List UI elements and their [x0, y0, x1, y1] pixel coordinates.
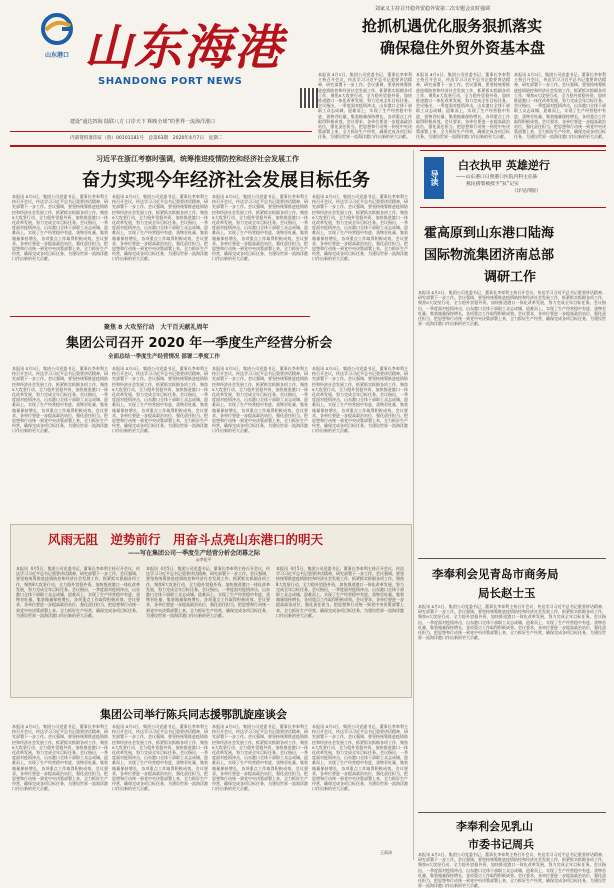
lead-body-1: 本报讯 4月5日，集团公司党委书记、董事长李奉利主持召开会议，传达学习习近平总书记重要讲话精神，研究部署下一步工作。会议强调，要坚持统筹推进疫情防控和经济社会发展工作，抓紧抓实抓细各项工作，聚焦8大攻坚行动，全力稳外贸稳外资，加快推进港口一体化改革发展，努力完成全年目标任务。会议指出，一季度面对疫情冲击，山东港口全体干部职工众志成城、迎难而上，实现了生产经营稳中有进，货物吞吐量、集装箱量保持增长，各项重点工作取得积极成效。会议要求，各单位要进一步提高政治站位，强化责任担当，把思想和行动统一到党中央决策部署上来，全力抓好生产经营，确保完成各项目标任务，为建设世界一流海洋港口作出新的更大贡献。 [12, 194, 108, 262]
commentary-sub: ——写在集团公司一季度生产经营分析会闭幕之际 [128, 550, 261, 557]
analysis-body-1: 本报讯 4月5日，集团公司党委书记、董事长李奉利主持召开会议，传达学习习近平总书记重要讲话精神，研究部署下一步工作。会议强调，要坚持统筹推进疫情防控和经济社会发展工作，抓紧抓实抓细各项工作，聚焦8大攻坚行动，全力稳外贸稳外资，加快推进港口一体化改革发展，努力完成全年目标任务。会议指出，一季度面对疫情冲击，山东港口全体干部职工众志成城、迎难而上，实现了生产经营稳中有进，货物吞吐量、集装箱量保持增长，各项重点工作取得积极成效。会议要求，各单位要进一步提高政治站位，强化责任担当，把思想和行动统一到党中央决策部署上来，全力抓好生产经营，确保完成各项目标任务，为建设世界一流海洋港口作出新的更大贡献。 [12, 366, 108, 434]
guide-page: （详见四版） [512, 189, 541, 194]
forum-headline: 集团公司举行陈兵同志援鄂凯旋座谈会 [100, 708, 287, 721]
lead-body-4: 本报讯 4月5日，集团公司党委书记、董事长李奉利主持召开会议，传达学习习近平总书记重要讲话精神，研究部署下一步工作。会议强调，要坚持统筹推进疫情防控和经济社会发展工作，抓紧抓实抓细各项工作，聚焦8大攻坚行动，全力稳外贸稳外资，加快推进港口一体化改革发展，努力完成全年目标任务。会议指出，一季度面对疫情冲击，山东港口全体干部职工众志成城、迎难而上，实现了生产经营稳中有进，货物吞吐量、集装箱量保持增长，各项重点工作取得积极成效。会议要求，各单位要进一步提高政治站位，强化责任担当，把思想和行动统一到党中央决策部署上来，全力抓好生产经营，确保完成各项目标任务，为建设世界一流海洋港口作出新的更大贡献。 [312, 194, 408, 262]
top-headline-2: 确保稳住外贸外资基本盘 [380, 39, 546, 57]
top-headline-1: 抢抓机遇优化服务狠抓落实 [362, 17, 543, 35]
guide-desc-2: 燕民援鄂被授予“抗”记实 [466, 182, 519, 187]
right-story-1-body: 本报讯 4月5日，集团公司党委书记、董事长李奉利主持召开会议，传达学习习近平总书记重要讲话精神，研究部署下一步工作。会议强调，要坚持统筹推进疫情防控和经济社会发展工作，抓紧抓实抓细各项工作，聚焦8大攻坚行动，全力稳外贸稳外资，加快推进港口一体化改革发展，努力完成全年目标任务。会议指出，一季度面对疫情冲击，山东港口全体干部职工众志成城、迎难而上，实现了生产经营稳中有进，货物吞吐量、集装箱量保持增长，各项重点工作取得积极成效。会议要求，各单位要进一步提高政治站位，强化责任担当，把思想和行动统一到党中央决策部署上来，全力抓好生产经营，确保完成各项目标任务，为建设世界一流海洋港口作出新的更大贡献。 [418, 290, 606, 327]
lead-headline: 奋力实现今年经济社会发展目标任务 [82, 170, 370, 191]
forum-body-3: 本报讯 4月5日，集团公司党委书记、董事长李奉利主持召开会议，传达学习习近平总书记重要讲话精神，研究部署下一步工作。会议强调，要坚持统筹推进疫情防控和经济社会发展工作，抓紧抓实抓细各项工作，聚焦8大攻坚行动，全力稳外贸稳外资，加快推进港口一体化改革发展，努力完成全年目标任务。会议指出，一季度面对疫情冲击，山东港口全体干部职工众志成城、迎难而上，实现了生产经营稳中有进，货物吞吐量、集装箱量保持增长，各项重点工作取得积极成效。会议要求，各单位要进一步提高政治站位，强化责任担当，把思想和行动统一到党中央决策部署上来，全力抓好生产经营，确保完成各项目标任务，为建设世界一流海洋港口作出新的更大贡献。 [212, 724, 308, 792]
analysis-sub: 全面总结一季度生产经营情况 部署二季度工作 [108, 354, 220, 360]
right-story-2-body: 本报讯 4月5日，集团公司党委书记、董事长李奉利主持召开会议，传达学习习近平总书记重要讲话精神，研究部署下一步工作。会议强调，要坚持统筹推进疫情防控和经济社会发展工作，抓紧抓实抓细各项工作，聚焦8大攻坚行动，全力稳外贸稳外资，加快推进港口一体化改革发展，努力完成全年目标任务。会议指出，一季度面对疫情冲击，山东港口全体干部职工众志成城、迎难而上，实现了生产经营稳中有进，货物吞吐量、集装箱量保持增长，各项重点工作取得积极成效。会议要求，各单位要进一步提高政治站位，强化责任担当，把思想和行动统一到党中央决策部署上来，全力抓好生产经营，确保完成各项目标任务，为建设世界一流海洋港口作出新的更大贡献。 [418, 604, 606, 641]
paper-title: 山东海港 [84, 20, 285, 76]
masthead-rule-top [10, 131, 312, 132]
commentary-body-1: 本报讯 4月5日，集团公司党委书记、董事长李奉利主持召开会议，传达学习习近平总书记重要讲话精神，研究部署下一步工作。会议强调，要坚持统筹推进疫情防控和经济社会发展工作，抓紧抓实抓细各项工作，聚焦8大攻坚行动，全力稳外贸稳外资，加快推进港口一体化改革发展，努力完成全年目标任务。会议指出，一季度面对疫情冲击，山东港口全体干部职工众志成城、迎难而上，实现了生产经营稳中有进，货物吞吐量、集装箱量保持增长，各项重点工作取得积极成效。会议要求，各单位要进一步提高政治站位，强化责任担当，把思想和行动统一到党中央决策部署上来，全力抓好生产经营，确保完成各项目标任务，为建设世界一流海洋港口作出新的更大贡献。 [16, 566, 140, 618]
lead-body-2: 本报讯 4月5日，集团公司党委书记、董事长李奉利主持召开会议，传达学习习近平总书记重要讲话精神，研究部署下一步工作。会议强调，要坚持统筹推进疫情防控和经济社会发展工作，抓紧抓实抓细各项工作，聚焦8大攻坚行动，全力稳外贸稳外资，加快推进港口一体化改革发展，努力完成全年目标任务。会议指出，一季度面对疫情冲击，山东港口全体干部职工众志成城、迎难而上，实现了生产经营稳中有进，货物吞吐量、集装箱量保持增长，各项重点工作取得积极成效。会议要求，各单位要进一步提高政治站位，强化责任担当，把思想和行动统一到党中央决策部署上来，全力抓好生产经营，确保完成各项目标任务，为建设世界一流海洋港口作出新的更大贡献。 [112, 194, 208, 262]
forum-body-2: 本报讯 4月5日，集团公司党委书记、董事长李奉利主持召开会议，传达学习习近平总书记重要讲话精神，研究部署下一步工作。会议强调，要坚持统筹推进疫情防控和经济社会发展工作，抓紧抓实抓细各项工作，聚焦8大攻坚行动，全力稳外贸稳外资，加快推进港口一体化改革发展，努力完成全年目标任务。会议指出，一季度面对疫情冲击，山东港口全体干部职工众志成城、迎难而上，实现了生产经营稳中有进，货物吞吐量、集装箱量保持增长，各项重点工作取得积极成效。会议要求，各单位要进一步提高政治站位，强化责任担当，把思想和行动统一到党中央决策部署上来，全力抓好生产经营，确保完成各项目标任务，为建设世界一流海洋港口作出新的更大贡献。 [112, 724, 208, 792]
issue-info: 内部资料准印证（鲁）00101181号 总第63期 2020年4月7日 星期二 [70, 136, 223, 141]
right-story-1-headline-3: 调研工作 [484, 270, 537, 285]
column-divider [413, 150, 414, 860]
lead-kicker: 习近平在浙江考察时强调，统筹推进疫情防控和经济社会发展工作 [96, 155, 299, 163]
forum-body-1: 本报讯 4月5日，集团公司党委书记、董事长李奉利主持召开会议，传达学习习近平总书记重要讲话精神，研究部署下一步工作。会议强调，要坚持统筹推进疫情防控和经济社会发展工作，抓紧抓实抓细各项工作，聚焦8大攻坚行动，全力稳外贸稳外资，加快推进港口一体化改革发展，努力完成全年目标任务。会议指出，一季度面对疫情冲击，山东港口全体干部职工众志成城、迎难而上，实现了生产经营稳中有进，货物吞吐量、集装箱量保持增长，各项重点工作取得积极成效。会议要求，各单位要进一步提高政治站位，强化责任担当，把思想和行动统一到党中央决策部署上来，全力抓好生产经营，确保完成各项目标任务，为建设世界一流海洋港口作出新的更大贡献。 [12, 724, 108, 792]
commentary-headline: 风雨无阻 逆势前行 用奋斗点亮山东港口的明天 [48, 532, 324, 547]
right-story-3-body: 本报讯 4月5日，集团公司党委书记、董事长李奉利主持召开会议，传达学习习近平总书记重要讲话精神，研究部署下一步工作。会议强调，要坚持统筹推进疫情防控和经济社会发展工作，抓紧抓实抓细各项工作，聚焦8大攻坚行动，全力稳外贸稳外资，加快推进港口一体化改革发展，努力完成全年目标任务。会议指出，一季度面对疫情冲击，山东港口全体干部职工众志成城、迎难而上，实现了生产经营稳中有进，货物吞吐量、集装箱量保持增长，各项重点工作取得积极成效。会议要求，各单位要进一步提高政治站位，强化责任担当，把思想和行动统一到党中央决策部署上来，全力抓好生产经营，确保完成各项目标任务，为建设世界一流海洋港口作出新的更大贡献。 [418, 852, 606, 888]
guide-box [420, 150, 606, 208]
port-logo-icon [38, 12, 76, 46]
commentary-body-2: 本报讯 4月5日，集团公司党委书记、董事长李奉利主持召开会议，传达学习习近平总书记重要讲话精神，研究部署下一步工作。会议强调，要坚持统筹推进疫情防控和经济社会发展工作，抓紧抓实抓细各项工作，聚焦8大攻坚行动，全力稳外贸稳外资，加快推进港口一体化改革发展，努力完成全年目标任务。会议指出，一季度面对疫情冲击，山东港口全体干部职工众志成城、迎难而上，实现了生产经营稳中有进，货物吞吐量、集装箱量保持增长，各项重点工作取得积极成效。会议要求，各单位要进一步提高政治站位，强化责任担当，把思想和行动统一到党中央决策部署上来，全力抓好生产经营，确保完成各项目标任务，为建设世界一流海洋港口作出新的更大贡献。 [146, 566, 270, 618]
top-story-body-2: 本报讯 4月5日，集团公司党委书记、董事长李奉利主持召开会议，传达学习习近平总书记重要讲话精神，研究部署下一步工作。会议强调，要坚持统筹推进疫情防控和经济社会发展工作，抓紧抓实抓细各项工作，聚焦8大攻坚行动，全力稳外贸稳外资，加快推进港口一体化改革发展，努力完成全年目标任务。会议指出，一季度面对疫情冲击，山东港口全体干部职工众志成城、迎难而上，实现了生产经营稳中有进，货物吞吐量、集装箱量保持增长，各项重点工作取得积极成效。会议要求，各单位要进一步提高政治站位，强化责任担当，把思想和行动统一到党中央决策部署上来，全力抓好生产经营，确保完成各项目标任务，为建设世界一流海洋港口作出新的更大贡献。 [416, 72, 510, 140]
top-story-body-1: 本报讯 4月5日，集团公司党委书记、董事长李奉利主持召开会议，传达学习习近平总书记重要讲话精神，研究部署下一步工作。会议强调，要坚持统筹推进疫情防控和经济社会发展工作，抓紧抓实抓细各项工作，聚焦8大攻坚行动，全力稳外贸稳外资，加快推进港口一体化改革发展，努力完成全年目标任务。会议指出，一季度面对疫情冲击，山东港口全体干部职工众志成城、迎难而上，实现了生产经营稳中有进，货物吞吐量、集装箱量保持增长，各项重点工作取得积极成效。会议要求，各单位要进一步提高政治站位，强化责任担当，把思想和行动统一到党中央决策部署上来，全力抓好生产经营，确保完成各项目标任务，为建设世界一流海洋港口作出新的更大贡献。 [318, 72, 412, 140]
right-story-1-headline-1: 霍高原到山东港口陆海 [424, 226, 555, 241]
logo-text: 山东港口 [44, 52, 69, 59]
forum-body-4: 本报讯 4月5日，集团公司党委书记、董事长李奉利主持召开会议，传达学习习近平总书记重要讲话精神，研究部署下一步工作。会议强调，要坚持统筹推进疫情防控和经济社会发展工作，抓紧抓实抓细各项工作，聚焦8大攻坚行动，全力稳外贸稳外资，加快推进港口一体化改革发展，努力完成全年目标任务。会议指出，一季度面对疫情冲击，山东港口全体干部职工众志成城、迎难而上，实现了生产经营稳中有进，货物吞吐量、集装箱量保持增长，各项重点工作取得积极成效。会议要求，各单位要进一步提高政治站位，强化责任担当，把思想和行动统一到党中央决策部署上来，全力抓好生产经营，确保完成各项目标任务，为建设世界一流海洋港口作出新的更大贡献。 [312, 724, 408, 792]
logo [38, 12, 76, 58]
right-story-3-headline-1: 李奉利会见乳山 [456, 820, 533, 833]
analysis-kicker: 聚焦 8 大攻坚行动 大干百天献礼周年 [104, 324, 209, 331]
section-rule-1 [10, 316, 310, 317]
guide-desc-1: ——山东港口日照港口医院内科主任陈 [456, 175, 538, 180]
analysis-body-3: 本报讯 4月5日，集团公司党委书记、董事长李奉利主持召开会议，传达学习习近平总书记重要讲话精神，研究部署下一步工作。会议强调，要坚持统筹推进疫情防控和经济社会发展工作，抓紧抓实抓细各项工作，聚焦8大攻坚行动，全力稳外贸稳外资，加快推进港口一体化改革发展，努力完成全年目标任务。会议指出，一季度面对疫情冲击，山东港口全体干部职工众志成城、迎难而上，实现了生产经营稳中有进，货物吞吐量、集装箱量保持增长，各项重点工作取得积极成效。会议要求，各单位要进一步提高政治站位，强化责任担当，把思想和行动统一到党中央决策部署上来，全力抓好生产经营，确保完成各项目标任务，为建设世界一流海洋港口作出新的更大贡献。 [212, 366, 308, 434]
right-rule-1 [418, 558, 606, 559]
right-story-2-headline-1: 李奉利会见青岛市商务局 [432, 567, 559, 581]
analysis-body-2: 本报讯 4月5日，集团公司党委书记、董事长李奉利主持召开会议，传达学习习近平总书记重要讲话精神，研究部署下一步工作。会议强调，要坚持统筹推进疫情防控和经济社会发展工作，抓紧抓实抓细各项工作，聚焦8大攻坚行动，全力稳外贸稳外资，加快推进港口一体化改革发展，努力完成全年目标任务。会议指出，一季度面对疫情冲击，山东港口全体干部职工众志成城、迎难而上，实现了生产经营稳中有进，货物吞吐量、集装箱量保持增长，各项重点工作取得积极成效。会议要求，各单位要进一步提高政治站位，强化责任担当，把思想和行动统一到党中央决策部署上来，全力抓好生产经营，确保完成各项目标任务，为建设世界一流海洋港口作出新的更大贡献。 [112, 366, 208, 434]
commentary-body-3: 本报讯 4月5日，集团公司党委书记、董事长李奉利主持召开会议，传达学习习近平总书记重要讲话精神，研究部署下一步工作。会议强调，要坚持统筹推进疫情防控和经济社会发展工作，抓紧抓实抓细各项工作，聚焦8大攻坚行动，全力稳外贸稳外资，加快推进港口一体化改革发展，努力完成全年目标任务。会议指出，一季度面对疫情冲击，山东港口全体干部职工众志成城、迎难而上，实现了生产经营稳中有进，货物吞吐量、集装箱量保持增长，各项重点工作取得积极成效。会议要求，各单位要进一步提高政治站位，强化责任担当，把思想和行动统一到党中央决策部署上来，全力抓好生产经营，确保完成各项目标任务，为建设世界一流海洋港口作出新的更大贡献。 [276, 566, 404, 618]
slogan: 建设“通达四海 陆联八方 口岸天下 辉映全球”的世界一流海洋港口 [70, 119, 215, 125]
masthead-rule [10, 145, 606, 147]
forum-author: 王禹涛 [380, 850, 392, 855]
analysis-headline: 集团公司召开 2020 年一季度生产经营分析会 [66, 336, 333, 351]
lead-body-3: 本报讯 4月5日，集团公司党委书记、董事长李奉利主持召开会议，传达学习习近平总书记重要讲话精神，研究部署下一步工作。会议强调，要坚持统筹推进疫情防控和经济社会发展工作，抓紧抓实抓细各项工作，聚焦8大攻坚行动，全力稳外贸稳外资，加快推进港口一体化改革发展，努力完成全年目标任务。会议指出，一季度面对疫情冲击，山东港口全体干部职工众志成城、迎难而上，实现了生产经营稳中有进，货物吞吐量、集装箱量保持增长，各项重点工作取得积极成效。会议要求，各单位要进一步提高政治站位，强化责任担当，把思想和行动统一到党中央决策部署上来，全力抓好生产经营，确保完成各项目标任务，为建设世界一流海洋港口作出新的更大贡献。 [212, 194, 308, 262]
right-story-2-headline-2: 局长赵士玉 [478, 586, 536, 600]
right-story-1-headline-2: 国际物流集团济南总部 [424, 248, 555, 263]
guide-tag: 导读 [424, 157, 444, 199]
guide-title: 白衣执甲 英雄逆行 [458, 159, 550, 172]
right-story-3-headline-2: 市委书记周兵 [468, 838, 534, 851]
commentary-author: ◎李佳平 [196, 557, 212, 562]
top-story-body-3: 本报讯 4月5日，集团公司党委书记、董事长李奉利主持召开会议，传达学习习近平总书记重要讲话精神，研究部署下一步工作。会议强调，要坚持统筹推进疫情防控和经济社会发展工作，抓紧抓实抓细各项工作，聚焦8大攻坚行动，全力稳外贸稳外资，加快推进港口一体化改革发展，努力完成全年目标任务。会议指出，一季度面对疫情冲击，山东港口全体干部职工众志成城、迎难而上，实现了生产经营稳中有进，货物吞吐量、集装箱量保持增长，各项重点工作取得积极成效。会议要求，各单位要进一步提高政治站位，强化责任担当，把思想和行动统一到党中央决策部署上来，全力抓好生产经营，确保完成各项目标任务，为建设世界一流海洋港口作出新的更大贡献。 [514, 72, 606, 140]
paper-title-en: SHANDONG PORT NEWS [98, 76, 243, 87]
analysis-body-4: 本报讯 4月5日，集团公司党委书记、董事长李奉利主持召开会议，传达学习习近平总书记重要讲话精神，研究部署下一步工作。会议强调，要坚持统筹推进疫情防控和经济社会发展工作，抓紧抓实抓细各项工作，聚焦8大攻坚行动，全力稳外贸稳外资，加快推进港口一体化改革发展，努力完成全年目标任务。会议指出，一季度面对疫情冲击，山东港口全体干部职工众志成城、迎难而上，实现了生产经营稳中有进，货物吞吐量、集装箱量保持增长，各项重点工作取得积极成效。会议要求，各单位要进一步提高政治站位，强化责任担当，把思想和行动统一到党中央决策部署上来，全力抓好生产经营，确保完成各项目标任务，为建设世界一流海洋港口作出新的更大贡献。 [312, 366, 408, 434]
top-kicker: 刘家义主持召开稳外贸稳外资第二次专题会议时强调 [375, 6, 491, 12]
right-rule-2 [418, 812, 606, 813]
qr-code [300, 88, 320, 108]
